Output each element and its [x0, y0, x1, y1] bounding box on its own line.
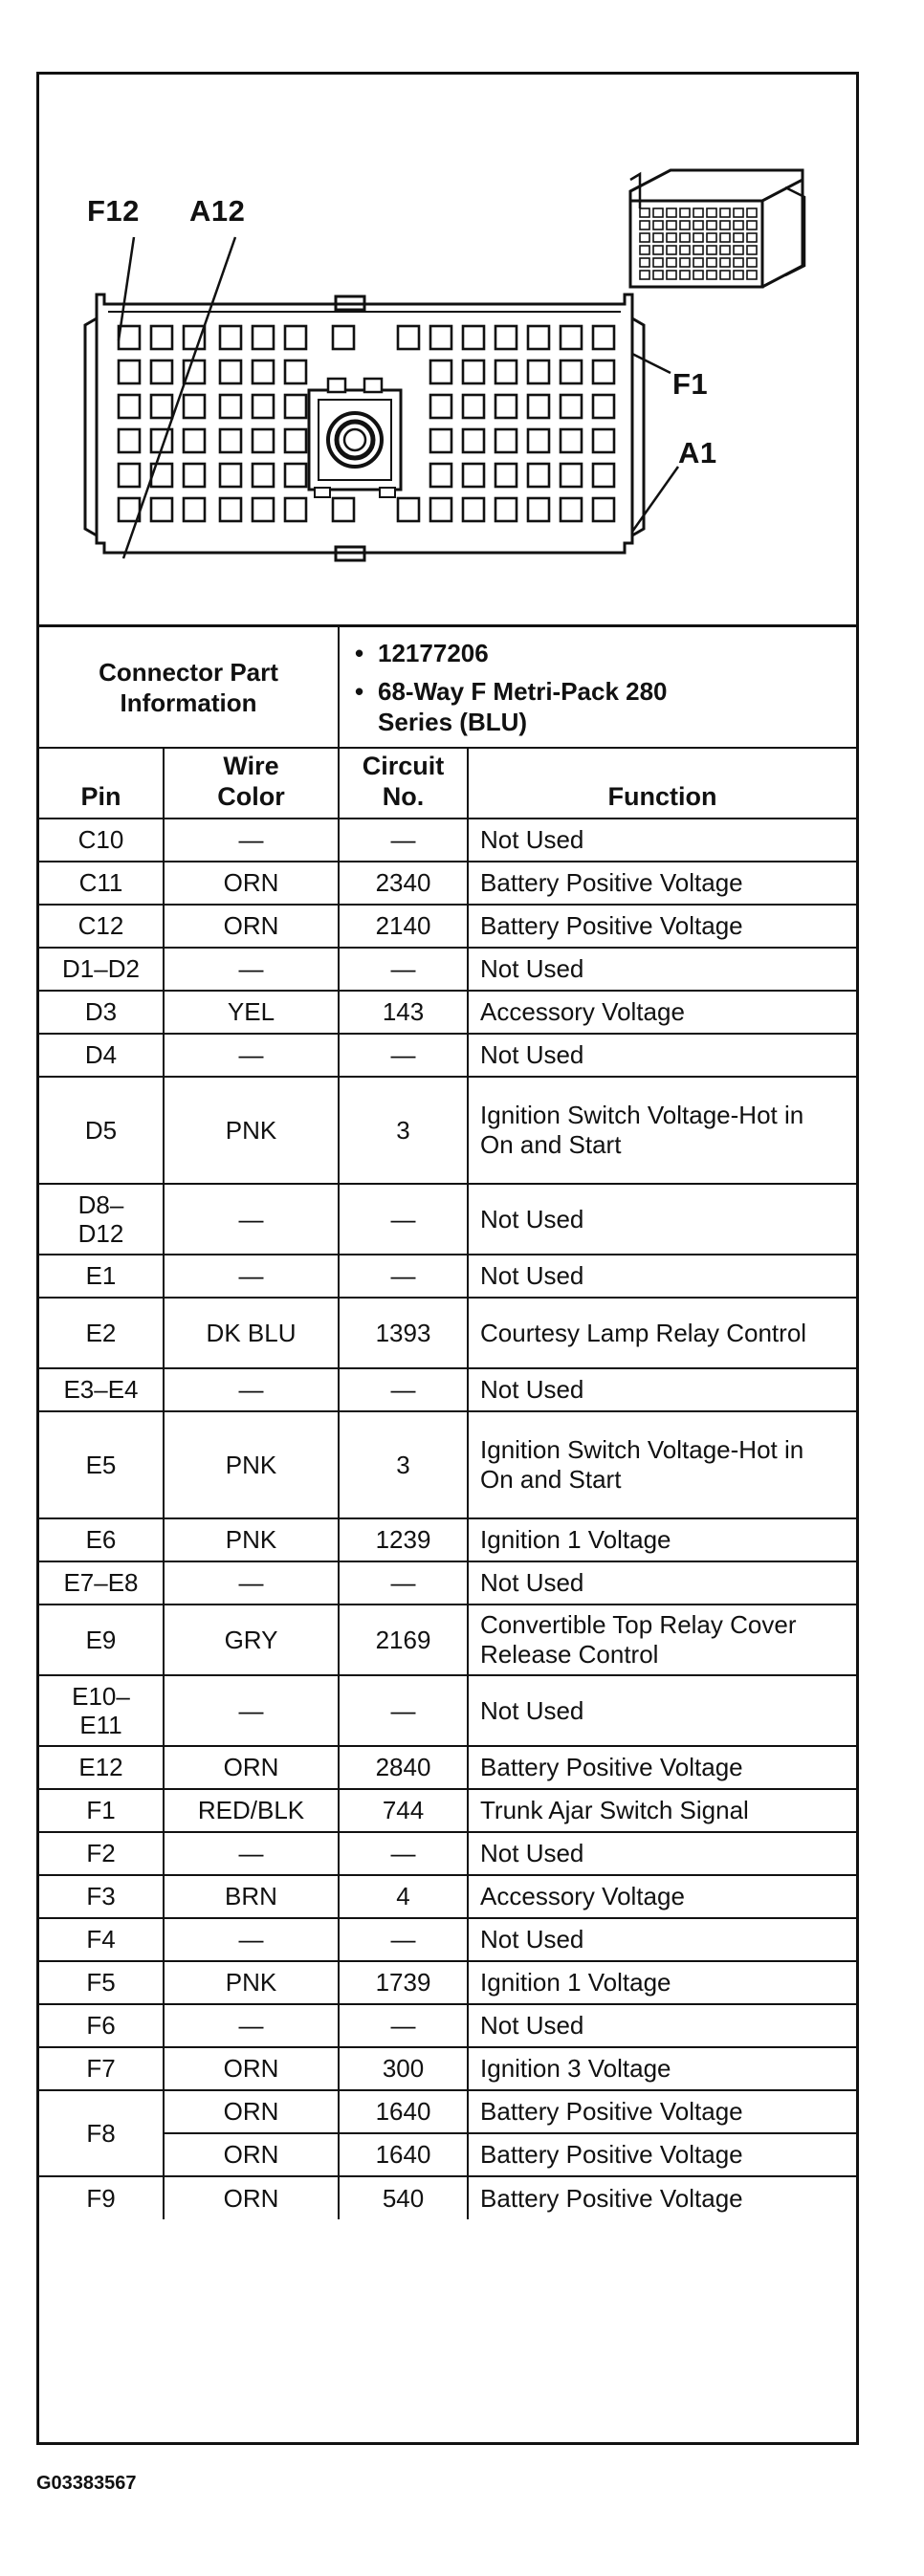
pin-cavity	[398, 498, 419, 521]
circuit-cell: 4	[339, 1875, 468, 1918]
table-row	[39, 1255, 856, 1298]
pin-cavity	[528, 326, 549, 349]
pin-cell: F2	[39, 1832, 164, 1875]
pin-cavity	[463, 464, 484, 487]
pin-cell: E1	[39, 1255, 164, 1298]
wire-color-cell: —	[164, 1832, 339, 1875]
wire-color-cell: ORN	[164, 2176, 339, 2219]
circuit-cell: 3	[339, 1077, 468, 1184]
circuit-cell: 1640	[339, 2133, 468, 2176]
pin-cavity	[495, 360, 517, 383]
thumbnail-cavity	[680, 258, 690, 267]
pin-cell: F5	[39, 1961, 164, 2004]
circuit-cell: 1393	[339, 1298, 468, 1368]
pin-cavity	[561, 429, 582, 452]
pin-cell: D8–D12	[39, 1184, 164, 1255]
thumbnail-cavity	[653, 221, 663, 229]
pin-cavity	[561, 464, 582, 487]
table-row	[39, 1561, 856, 1605]
thumbnail-cavity	[747, 208, 757, 217]
circuit-cell: 300	[339, 2047, 468, 2090]
figure-code: G03383567	[36, 2473, 137, 2494]
pin-cell: E7–E8	[39, 1561, 164, 1605]
circuit-cell: —	[339, 2004, 468, 2047]
thumbnail-cavity	[707, 221, 716, 229]
thumbnail-cavity	[720, 271, 730, 279]
wire-color-cell: GRY	[164, 1605, 339, 1675]
pin-cavity	[220, 395, 241, 418]
header-function: Function	[468, 748, 856, 819]
thumbnail-cavity	[693, 271, 703, 279]
pin-cavity	[119, 429, 140, 452]
thumbnail-cavity	[707, 258, 716, 267]
thumbnail-cavity	[680, 221, 690, 229]
pin-cavity	[495, 395, 517, 418]
pin-cell: E3–E4	[39, 1368, 164, 1411]
pin-cell: F7	[39, 2047, 164, 2090]
pin-cell: F3	[39, 1875, 164, 1918]
function-cell: Convertible Top Relay Cover Release Control	[468, 1605, 856, 1675]
wire-color-cell: DK BLU	[164, 1298, 339, 1368]
table-row	[39, 819, 856, 862]
function-cell: Battery Positive Voltage	[468, 905, 856, 948]
wire-color-cell: —	[164, 1561, 339, 1605]
pin-cavity	[463, 360, 484, 383]
pin-cell: F4	[39, 1918, 164, 1961]
thumbnail-cavity	[667, 208, 676, 217]
thumbnail-cavity	[747, 271, 757, 279]
thumbnail-cavity	[734, 258, 743, 267]
thumbnail-cavity	[693, 208, 703, 217]
pin-cell: E12	[39, 1746, 164, 1789]
wire-color-cell: —	[164, 819, 339, 862]
connector-end-view-frame	[36, 72, 859, 2445]
table-row	[39, 1789, 856, 1832]
pin-cavity	[220, 464, 241, 487]
function-cell: Ignition 3 Voltage	[468, 2047, 856, 2090]
table-row	[39, 1034, 856, 1077]
part-description: • 68-Way F Metri-Pack 280 Series (BLU)	[353, 676, 856, 737]
pin-cavity	[430, 360, 451, 383]
pin-cavity	[220, 429, 241, 452]
connector-diagram-panel	[39, 75, 856, 627]
pin-cavity	[495, 498, 517, 521]
thumbnail-cavity	[720, 258, 730, 267]
thumbnail-cavity	[693, 221, 703, 229]
wire-color-cell: —	[164, 1184, 339, 1255]
function-cell: Not Used	[468, 2004, 856, 2047]
thumbnail-cavity	[693, 233, 703, 242]
table-row	[39, 1077, 856, 1184]
wire-color-cell: —	[164, 1034, 339, 1077]
header-wire-color: Wire Color	[164, 748, 339, 819]
function-cell: Courtesy Lamp Relay Control	[468, 1298, 856, 1368]
wire-color-cell: ORN	[164, 862, 339, 905]
connector-part-info-label: Connector Part Information	[39, 627, 339, 748]
function-cell: Not Used	[468, 1675, 856, 1746]
circuit-cell: —	[339, 948, 468, 991]
circuit-cell: —	[339, 1832, 468, 1875]
pin-cavity	[561, 498, 582, 521]
circuit-cell: 2340	[339, 862, 468, 905]
pin-cavity	[184, 464, 205, 487]
circuit-cell: 744	[339, 1789, 468, 1832]
table-row	[39, 1411, 856, 1518]
function-cell: Not Used	[468, 819, 856, 862]
wire-color-cell: —	[164, 1918, 339, 1961]
table-row	[39, 2176, 856, 2219]
circuit-cell: 1739	[339, 1961, 468, 2004]
pin-cavity	[333, 498, 354, 521]
table-row	[39, 2004, 856, 2047]
thumbnail-cavity	[707, 233, 716, 242]
pin-cell: E9	[39, 1605, 164, 1675]
pin-cavity	[285, 395, 306, 418]
thumbnail-cavity	[653, 233, 663, 242]
pin-cavity	[285, 429, 306, 452]
table-row	[39, 1368, 856, 1411]
thumbnail-cavity	[667, 258, 676, 267]
function-cell: Not Used	[468, 1561, 856, 1605]
connector-face-drawing	[39, 75, 856, 624]
circuit-cell: 540	[339, 2176, 468, 2219]
callout-a1: A1	[678, 436, 717, 469]
function-cell: Trunk Ajar Switch Signal	[468, 1789, 856, 1832]
pin-cavity	[463, 395, 484, 418]
thumbnail-cavity	[640, 258, 649, 267]
pin-cell: F6	[39, 2004, 164, 2047]
pin-cavity	[253, 326, 274, 349]
thumbnail-cavity	[734, 208, 743, 217]
connector-part-info-values	[339, 627, 856, 748]
pin-cell: E6	[39, 1518, 164, 1561]
table-row	[39, 1518, 856, 1561]
function-cell: Not Used	[468, 1034, 856, 1077]
thumbnail-cavity	[734, 246, 743, 254]
wire-color-cell: YEL	[164, 991, 339, 1034]
function-cell: Battery Positive Voltage	[468, 1746, 856, 1789]
pin-cavity	[495, 326, 517, 349]
table-row	[39, 991, 856, 1034]
pin-cavity	[463, 429, 484, 452]
pin-cell: E10–E11	[39, 1675, 164, 1746]
pin-cavity	[398, 326, 419, 349]
function-cell: Ignition Switch Voltage-Hot in On and Start	[468, 1411, 856, 1518]
thumbnail-cavity	[680, 208, 690, 217]
table-row	[39, 1746, 856, 1789]
thumbnail-cavity	[734, 233, 743, 242]
thumbnail-cavity	[640, 221, 649, 229]
pin-cavity	[253, 429, 274, 452]
pin-cavity	[430, 326, 451, 349]
thumbnail-cavity	[693, 246, 703, 254]
pin-cell: F8	[39, 2090, 164, 2176]
wire-color-cell: PNK	[164, 1961, 339, 2004]
center-boss	[309, 379, 401, 497]
pin-cavity	[253, 464, 274, 487]
thumbnail-cavity	[667, 271, 676, 279]
pin-cavity	[593, 326, 614, 349]
callout-a12: A12	[189, 194, 246, 228]
function-cell: Not Used	[468, 1184, 856, 1255]
pin-cavity	[430, 395, 451, 418]
pin-cavity	[253, 498, 274, 521]
circuit-cell: 2840	[339, 1746, 468, 1789]
thumbnail-cavity	[734, 271, 743, 279]
thumbnail-cavity	[640, 246, 649, 254]
pin-cavity	[119, 360, 140, 383]
function-cell: Battery Positive Voltage	[468, 2133, 856, 2176]
table-row	[39, 905, 856, 948]
thumbnail-cavity	[640, 233, 649, 242]
thumbnail-cavity	[640, 271, 649, 279]
table-row	[39, 2047, 856, 2090]
pin-cavity	[430, 498, 451, 521]
thumbnail-cavity	[707, 271, 716, 279]
table-row	[39, 1675, 856, 1746]
pin-cavity	[593, 498, 614, 521]
table-row	[39, 1832, 856, 1875]
pin-cavity	[528, 464, 549, 487]
pin-cell: D3	[39, 991, 164, 1034]
wire-color-cell: RED/BLK	[164, 1789, 339, 1832]
pin-cell: C12	[39, 905, 164, 948]
circuit-cell: —	[339, 1918, 468, 1961]
thumbnail-cavity	[653, 258, 663, 267]
pin-cavity	[593, 464, 614, 487]
thumbnail-cavity	[720, 221, 730, 229]
wire-color-cell: —	[164, 1255, 339, 1298]
pin-cavity	[528, 498, 549, 521]
pin-cavity	[119, 326, 140, 349]
pin-cavity	[593, 429, 614, 452]
function-cell: Ignition 1 Voltage	[468, 1518, 856, 1561]
header-circuit-no: Circuit No.	[339, 748, 468, 819]
thumbnail-cavity	[707, 246, 716, 254]
wire-color-cell: ORN	[164, 2090, 339, 2133]
connector-part-info-row	[39, 627, 856, 748]
table-row	[39, 1605, 856, 1675]
circuit-cell: —	[339, 1675, 468, 1746]
pin-cavity	[561, 326, 582, 349]
pin-cell: F9	[39, 2176, 164, 2219]
pinout-table	[39, 627, 856, 2219]
pin-cavity	[430, 464, 451, 487]
table-row	[39, 948, 856, 991]
pin-cavity	[184, 429, 205, 452]
circuit-cell: —	[339, 1561, 468, 1605]
pin-cavity	[430, 429, 451, 452]
thumbnail-cavity	[720, 208, 730, 217]
circuit-cell: 1239	[339, 1518, 468, 1561]
pin-cavity	[184, 498, 205, 521]
pin-cavity	[528, 395, 549, 418]
pin-cell: D4	[39, 1034, 164, 1077]
wire-color-cell: —	[164, 1368, 339, 1411]
pin-cavity	[151, 395, 172, 418]
wire-color-cell: ORN	[164, 1746, 339, 1789]
thumbnail-cavity	[667, 246, 676, 254]
pin-cavity	[253, 395, 274, 418]
circuit-cell: 1640	[339, 2090, 468, 2133]
circuit-cell: —	[339, 1184, 468, 1255]
pin-cavity	[593, 395, 614, 418]
wire-color-cell: —	[164, 2004, 339, 2047]
circuit-cell: —	[339, 1368, 468, 1411]
wire-color-cell: ORN	[164, 2133, 339, 2176]
table-row	[39, 1298, 856, 1368]
wire-color-cell: PNK	[164, 1411, 339, 1518]
wire-color-cell: ORN	[164, 905, 339, 948]
pin-cavity	[119, 395, 140, 418]
wire-color-cell: ORN	[164, 2047, 339, 2090]
pin-cavity	[253, 360, 274, 383]
pin-cell: E2	[39, 1298, 164, 1368]
pin-cavity	[561, 395, 582, 418]
pin-cavity	[220, 326, 241, 349]
pin-cell: F1	[39, 1789, 164, 1832]
thumbnail-cavity	[747, 258, 757, 267]
callout-f1: F1	[672, 367, 709, 401]
function-cell: Battery Positive Voltage	[468, 2176, 856, 2219]
pin-cell: C10	[39, 819, 164, 862]
circuit-cell: —	[339, 1255, 468, 1298]
thumbnail-cavity	[693, 258, 703, 267]
thumbnail-cavity	[653, 271, 663, 279]
pin-cavity	[220, 498, 241, 521]
circuit-cell: 2169	[339, 1605, 468, 1675]
pin-cavity	[285, 464, 306, 487]
function-cell: Battery Positive Voltage	[468, 862, 856, 905]
thumbnail-cavity	[747, 233, 757, 242]
thumbnail-cavity	[707, 208, 716, 217]
thumbnail-cavity	[734, 221, 743, 229]
table-row	[39, 1184, 856, 1255]
pin-cavity	[151, 498, 172, 521]
wire-color-cell: BRN	[164, 1875, 339, 1918]
pin-cavity	[495, 464, 517, 487]
thumbnail-cavity	[680, 233, 690, 242]
function-cell: Battery Positive Voltage	[468, 2090, 856, 2133]
function-cell: Accessory Voltage	[468, 991, 856, 1034]
table-row	[39, 1875, 856, 1918]
thumbnail-cavity	[640, 208, 649, 217]
pin-cavity	[285, 326, 306, 349]
pin-cavity	[463, 498, 484, 521]
thumbnail-cavity	[653, 246, 663, 254]
circuit-cell: 2140	[339, 905, 468, 948]
pin-cavity	[593, 360, 614, 383]
circuit-cell: 143	[339, 991, 468, 1034]
connector-isometric-thumbnail	[630, 170, 804, 287]
function-cell: Ignition Switch Voltage-Hot in On and Start	[468, 1077, 856, 1184]
table-row	[39, 1918, 856, 1961]
pin-cavity	[561, 360, 582, 383]
callout-f12: F12	[87, 194, 140, 228]
pin-cavity	[119, 464, 140, 487]
left-latch	[85, 318, 97, 535]
thumbnail-cavity	[680, 246, 690, 254]
function-cell: Ignition 1 Voltage	[468, 1961, 856, 2004]
table-row	[39, 862, 856, 905]
thumbnail-cavity	[667, 221, 676, 229]
pin-cavity	[285, 360, 306, 383]
thumbnail-cavity	[720, 233, 730, 242]
pin-cell: D5	[39, 1077, 164, 1184]
thumbnail-cavity	[720, 246, 730, 254]
circuit-cell: 3	[339, 1411, 468, 1518]
pin-cavity	[333, 326, 354, 349]
pin-cavity	[151, 326, 172, 349]
table-row	[39, 2090, 856, 2133]
pin-cavity	[151, 360, 172, 383]
wire-color-cell: —	[164, 948, 339, 991]
function-cell: Not Used	[468, 948, 856, 991]
pin-cell: C11	[39, 862, 164, 905]
function-cell: Not Used	[468, 1918, 856, 1961]
thumbnail-cavity	[747, 221, 757, 229]
header-pin: Pin	[39, 748, 164, 819]
pin-cell: E5	[39, 1411, 164, 1518]
leader-a1	[632, 467, 678, 532]
thumbnail-cavity	[653, 208, 663, 217]
table-row	[39, 1961, 856, 2004]
thumbnail-cavity	[680, 271, 690, 279]
pin-cavity	[184, 395, 205, 418]
part-number: • 12177206	[353, 638, 856, 668]
wire-color-cell: PNK	[164, 1518, 339, 1561]
leader-f1	[632, 354, 671, 373]
circuit-cell: —	[339, 819, 468, 862]
wire-color-cell: PNK	[164, 1077, 339, 1184]
circuit-cell: —	[339, 1034, 468, 1077]
column-header-row	[39, 748, 856, 819]
right-latch	[632, 318, 644, 535]
pin-cavity	[495, 429, 517, 452]
wire-color-cell: —	[164, 1675, 339, 1746]
function-cell: Not Used	[468, 1255, 856, 1298]
pin-cavity	[463, 326, 484, 349]
function-cell: Not Used	[468, 1368, 856, 1411]
pin-cavity	[285, 498, 306, 521]
thumbnail-cavity	[747, 246, 757, 254]
pin-cavity	[528, 360, 549, 383]
function-cell: Not Used	[468, 1832, 856, 1875]
function-cell: Accessory Voltage	[468, 1875, 856, 1918]
thumbnail-cavity	[667, 233, 676, 242]
pin-cavity	[528, 429, 549, 452]
pin-cavity	[220, 360, 241, 383]
pin-cell: D1–D2	[39, 948, 164, 991]
